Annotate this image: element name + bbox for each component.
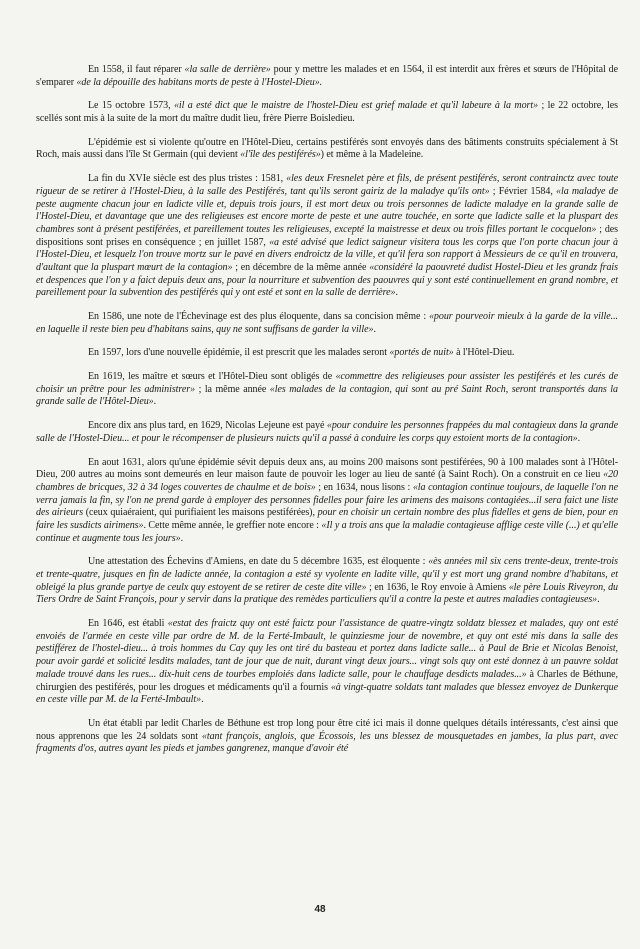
italic-quote: «Il y a trois ans que la maladie contagieuse afflige ceste ville (...) et qu'elle continue et augmente tous les jours»: [36, 519, 618, 544]
text-run: En 1619, les maître et sœurs et l'Hôtel-Dieu sont obligés de: [88, 371, 336, 383]
italic-quote: «20 chambres de bricques, 32 à 34 loges couvertes de chaulme et de bois»: [36, 469, 618, 493]
italic-quote: «ès années mil six cens trente-deux, trente-trois et trente-quatre, jusques en fin de ladicte année, la contagion a esté sy vyolente en ladite ville, qu'il y est mort ung grand nombre d'habitans, et obleigé la plus grande partye de ceulx quy estoyent de se retirer de ceste dite ville»: [36, 556, 618, 593]
italic-quote: «à vingt-quatre soldats tant malades que blessez envoyez de Dunkerque en ceste ville par M. de la Ferté-Imbault»: [36, 681, 618, 706]
paragraph: [36, 311, 618, 336]
text-run: Une attestation des Échevins d'Amiens, en date du 5 décembre 1635, est éloquente :: [88, 556, 429, 568]
italic-quote: «le père Louis Riveyron, du Tiers Ordre de Saint François, pour y servir dans la pratique des remèdes particuliers qu'il a contre la peste et autres maladies contagieuses»: [36, 581, 618, 606]
italic-quote: pour en choisir un certain nombre des plus fidelles et gens de bien, pour en faire les susdicts airimens»: [36, 507, 618, 531]
italic-quote: «pour conduire les personnes frappées du mal contagieux dans la grande salle de l'Hostel-Dieu... et pour le récompenser de plusieurs nuicts qu'il a passé à conduire les corps quy estoient morts de la contagion»: [36, 420, 618, 444]
text-run: .: [373, 323, 376, 335]
paragraph: [36, 137, 618, 162]
text-run: à l'Hôtel-Dieu.: [453, 347, 515, 359]
text-run: Un état établi par ledit Charles de Béthune est trop long pour être cité ici mais il donne quelques détails intéressants, c'est ainsi que nous apprenons que les 24 soldats sont: [36, 717, 618, 742]
italic-quote: «la salle de derrière»: [184, 64, 271, 75]
text-run: .: [395, 287, 398, 299]
text-run: ; la même année: [195, 383, 270, 395]
text-run: .: [597, 594, 600, 606]
italic-quote: «commettre des religieuses pour assister les pestiférés et les curés de choisir un prêtre pour les administrer»: [36, 371, 618, 395]
text-run: .: [201, 694, 204, 706]
text-run: . Cette même année, le greffier note encore :: [143, 519, 322, 531]
italic-quote: «estat des fraictz quy ont esté faictz pour l'assistance de quatre-vingtz soldatz blessez et malades, quy ont esté envoiés de l'armée en ceste ville par ordre de M. de la Ferté-Imbault, le quinziesme jour de novembre, et quy ont esté mis dans la salle des pestifférez de l'hostel-dieu... à trois hommes du Cay quy les ont tiré du basteau et portez dans ladicte salle... à Paul de Brie et Nicolas Benoist, pour avoir gardé et solicité lesdits malades, tant de jour que de nuit, durant vingt deux jours... vingt sols quy ont esté donnez à un pauvre soldat malade trouvé dans les rues... dix-huit cens de tourbes emploiés dans ladicte salle, pour le chauffage desdicts malades...»: [36, 618, 618, 680]
italic-quote: «la contagion continue toujours, de laquelle l'on ne verra jamais la fin, sy l'on ne prend garde à employer des personnes fidelles pour faire les arimens des maisons contagiées...il sera faict une liste des airieurs: [36, 481, 618, 519]
paragraph: [36, 618, 618, 707]
text-run: .: [577, 432, 581, 444]
body-text: [36, 64, 618, 756]
text-run: En 1586, une note de l'Échevinage est des plus éloquente, dans sa concision même :: [88, 311, 429, 322]
page-number: 48: [314, 904, 326, 915]
text-run: ; Février 1584,: [489, 185, 557, 197]
italic-quote: «la maladye de peste augmente chacun jour en ladicte ville et, depuis trois jours, il est mort deux ou trois personnes de ladicte maladye en la grande salle de l'Hostel-Dieu, et davantage que une des religieuses est encore morte de peste et une autre touchée, en sorte que ladicte salle et la pluspart des chambres sont à présent pestiférées, et pareillement toutes les religieuses, excepté la maistresse et deux ou trois filles portant le cocquelon»: [36, 185, 618, 235]
italic-quote: «l'île des pestiférés»: [240, 149, 321, 161]
italic-quote: «a esté advisé que ledict saigneur visitera tous les corps que l'on porte chacun jour à l'Hostel-Dieu, et lesquelz l'on trouve mortz sur le pavé en divers endroictz de la ville, et qu'il fera son rapport à Messieurs de ce qu'il en trouvera, d'aultant que la pluspart mœurt de la contagion»: [36, 236, 618, 273]
paragraph: [36, 371, 618, 409]
text-run: à Charles de Béthune, chirurgien des pestiférés, pour les drogues et médicaments qu'il a fournis: [36, 668, 618, 693]
paragraph: [36, 173, 618, 300]
italic-quote: «portés de nuit»: [389, 347, 454, 359]
paragraph: [36, 420, 618, 445]
text-run: En 1646, est établi: [88, 618, 168, 630]
italic-quote: «il a esté dict que le maistre de l'hostel-Dieu est grief malade et qu'il labeure à la mort»: [173, 100, 539, 112]
text-run: Le 15 octobre 1573,: [88, 100, 174, 112]
text-run: La fin du XVIe siècle est des plus tristes : 1581,: [88, 173, 287, 185]
text-run: ; en 1636, le Roy envoie à Amiens: [366, 581, 509, 593]
text-run: ; le 22 octobre, les scellés sont mis à la suite de la mort du maître dudit lieu, frère Pierre Boisledieu.: [36, 100, 618, 125]
text-run: (ceux quiaéraient, qui purifiaient les maisons pestiférées),: [83, 507, 318, 519]
text-run: .: [180, 532, 184, 544]
text-run: ; en décembre de la même année: [232, 261, 370, 273]
paragraph: [36, 457, 618, 546]
text-run: .: [153, 396, 157, 408]
italic-quote: «les deux Fresnelet père et fils, de présent pestiférés, seront contrainctz avec toute rigueur de se retirer à l'Hostel-Dieu, à la salle des Pestiférés, tant qu'ils seront gairiz de la maladye qu'ils ont»: [36, 173, 619, 197]
paragraph: [36, 556, 618, 607]
paragraph: [36, 64, 618, 89]
paragraph: [36, 718, 618, 756]
italic-quote: «les malades de la contagion, qui sont au pré Saint Roch, seront transportés dans la grande salle de l'Hôtel-Dieu»: [36, 383, 618, 408]
text-run: ) et même à la Madeleine.: [320, 149, 424, 161]
text-run: Encore dix ans plus tard, en 1629, Nicolas Lejeune est payé: [88, 420, 327, 432]
italic-quote: «pour pourveoir mieulx à la garde de la ville... en laquelle il reste bien peu d'habitans sains, quy ne sont suffisans de garder la ville»: [36, 311, 618, 335]
text-run: pour y mettre les malades et en 1564, il est interdit aux frères et sœurs de l'Hôpital de s'emparer: [36, 64, 618, 88]
italic-quote: «tant françois, anglois, que Écossois, les uns blessez de mousquetades en jambes, la plus part, avec fragments d'os, autres ayant les pieds et jambes gangrenez, manque d'avoir été: [36, 730, 618, 755]
paragraph: [36, 347, 618, 360]
italic-quote: «de la dépouille des habitans morts de peste à l'Hostel-Dieu».: [76, 76, 323, 88]
text-run: En 1558, il faut réparer: [88, 64, 185, 75]
text-run: L'épidémie est si violente qu'outre en l'Hôtel-Dieu, certains pestiférés sont envoyés dans des bâtiments construits spécialement à St Roch, mais aussi dans l'île St Germain (qui devient: [36, 136, 618, 161]
paragraph: [36, 100, 618, 125]
text-run: En aout 1631, alors qu'une épidémie sévit depuis deux ans, au moins 200 maisons sont pestiférées, 90 à 100 malades sont à l'Hôtel-Dieu, 200 autres au moins sont demeurés en leur maison faute de pouvoir les loger au lieu de santé (à Saint Roch). On a construit en ce lieu: [36, 456, 618, 481]
italic-quote: «considéré la paouvreté dudist Hostel-Dieu et les grandz frais et despences que l'on y a faict depuis deux ans, pour la nourriture et subvention des paouvres qui y sont esté continuellement en grand nombre, et pareillement pour la subvention des pestiférés qui y ont esté et sont en la salle de derrière»: [36, 261, 619, 299]
text-run: ; en 1634, nous lisons :: [315, 481, 413, 493]
text-run: ; des dispositions sont prises en conséquence ; en juillet 1587,: [36, 223, 618, 248]
text-run: En 1597, lors d'une nouvelle épidémie, il est prescrit que les malades seront: [88, 347, 390, 359]
